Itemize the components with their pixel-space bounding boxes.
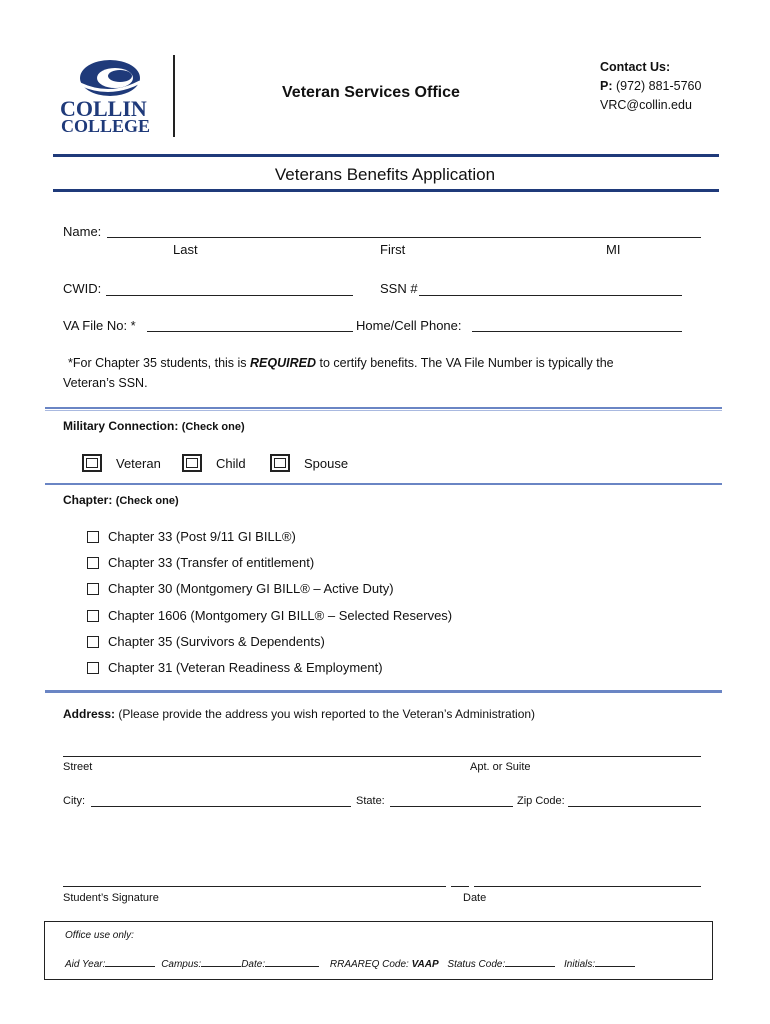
name-first-caption: First xyxy=(380,242,406,257)
zip-label: Zip Code: xyxy=(517,795,565,807)
name-field[interactable] xyxy=(107,237,701,238)
campus-label: Campus: xyxy=(161,959,202,970)
veteran-label: Veteran xyxy=(116,456,161,471)
status-field[interactable] xyxy=(505,966,555,967)
military-heading-text: Military Connection: xyxy=(63,419,179,433)
contact-heading: Contact Us: xyxy=(600,60,671,74)
home-phone-field[interactable] xyxy=(472,331,682,332)
chapter-checkbox[interactable] xyxy=(87,557,99,569)
contact-phone xyxy=(600,77,701,96)
section-rule-military-2 xyxy=(45,410,722,411)
va-file-label: VA File No: * xyxy=(63,318,136,333)
initials-label: Initials: xyxy=(564,959,596,970)
chapter-heading xyxy=(63,493,179,507)
va-file-field[interactable] xyxy=(147,331,353,332)
aid-year-label: Aid Year: xyxy=(65,959,106,970)
chapter-option: Chapter 31 (Veteran Readiness & Employment) xyxy=(108,660,383,675)
state-field[interactable] xyxy=(390,806,513,807)
form-title: Veterans Benefits Application xyxy=(274,165,496,184)
logo-divider xyxy=(173,55,175,137)
chapter-checkbox[interactable] xyxy=(87,531,99,543)
chapter-option: Chapter 33 (Post 9/11 GI BILL®) xyxy=(108,529,296,544)
address-heading-note: (Please provide the address you wish reported to the Veteran’s Administration) xyxy=(118,707,536,721)
aid-year-field[interactable] xyxy=(105,966,155,967)
city-field[interactable] xyxy=(91,806,351,807)
chapter-heading-note: (Check one) xyxy=(115,495,179,507)
chapter35-note-line2: Veteran’s SSN. xyxy=(63,376,148,390)
logo-text-collin: COLLIN xyxy=(60,96,147,121)
college-logo xyxy=(60,56,160,136)
military-heading-note: (Check one) xyxy=(181,421,245,433)
office-use-heading: Office use only: xyxy=(65,930,134,941)
logo-text-college: COLLEGE xyxy=(61,116,151,136)
phone-label: P: xyxy=(600,79,613,93)
contact-block xyxy=(600,58,701,115)
rraareq-label: RRAAREQ Code: xyxy=(329,959,409,970)
chapter-option: Chapter 1606 (Montgomery GI BILL® – Selected Reserves) xyxy=(108,608,453,623)
title-rule-top xyxy=(53,154,719,157)
note-prefix: *For Chapter 35 students, this is xyxy=(68,356,251,370)
spouse-label: Spouse xyxy=(304,456,349,471)
signature-caption: Student’s Signature xyxy=(63,892,159,904)
child-label: Child xyxy=(216,456,246,471)
status-label: Status Code: xyxy=(447,959,506,970)
note-required: REQUIRED xyxy=(250,356,317,370)
street-field[interactable] xyxy=(63,756,701,757)
office-title: Veteran Services Office xyxy=(282,84,460,101)
cwid-label: CWID: xyxy=(63,281,102,296)
chapter-option: Chapter 35 (Survivors & Dependents) xyxy=(108,634,325,649)
veteran-checkbox[interactable] xyxy=(82,454,102,472)
phone-value: (972) 881-5760 xyxy=(615,79,702,93)
ssn-label: SSN # xyxy=(380,281,418,296)
campus-field[interactable] xyxy=(201,966,241,967)
address-heading xyxy=(63,707,535,721)
rraareq-value: VAAP xyxy=(411,959,439,970)
date-caption: Date xyxy=(463,892,487,904)
signature-field[interactable] xyxy=(63,886,446,887)
section-rule-chapter xyxy=(45,483,722,485)
name-label: Name: xyxy=(63,224,102,239)
address-heading-text: Address: xyxy=(63,707,116,721)
chapter-checkbox[interactable] xyxy=(87,610,99,622)
ssn-field[interactable] xyxy=(419,295,682,296)
initials-field[interactable] xyxy=(595,966,635,967)
military-heading xyxy=(63,419,245,433)
name-mi-caption: MI xyxy=(606,242,621,257)
signature-gap-field xyxy=(451,886,469,887)
chapter-checkbox[interactable] xyxy=(87,583,99,595)
home-phone-label: Home/Cell Phone: xyxy=(356,318,462,333)
state-label: State: xyxy=(356,795,385,807)
note-suffix: to certify benefits. The VA File Number is typically the xyxy=(316,356,614,370)
chapter-option: Chapter 33 (Transfer of entitlement) xyxy=(108,555,315,570)
chapter35-note xyxy=(68,356,614,370)
section-rule-address xyxy=(45,690,722,693)
zip-field[interactable] xyxy=(568,806,701,807)
apt-caption: Apt. or Suite xyxy=(470,761,531,773)
title-rule-bottom xyxy=(53,189,719,192)
date-field[interactable] xyxy=(474,886,701,887)
spouse-checkbox[interactable] xyxy=(270,454,290,472)
office-date-field[interactable] xyxy=(265,966,319,967)
section-rule-military xyxy=(45,407,722,409)
contact-email[interactable]: VRC@collin.edu xyxy=(600,98,692,112)
cwid-field[interactable] xyxy=(106,295,353,296)
chapter-option: Chapter 30 (Montgomery GI BILL® – Active Duty) xyxy=(108,581,394,596)
chapter-heading-text: Chapter: xyxy=(63,493,113,507)
street-caption: Street xyxy=(63,761,93,773)
child-checkbox[interactable] xyxy=(182,454,202,472)
office-use-box xyxy=(44,921,713,980)
logo-swoosh-icon xyxy=(60,56,160,98)
name-last-caption: Last xyxy=(173,242,198,257)
office-use-row xyxy=(65,959,635,970)
chapter-checkbox[interactable] xyxy=(87,662,99,674)
city-label: City: xyxy=(63,795,85,807)
chapter-checkbox[interactable] xyxy=(87,636,99,648)
date-label: Date: xyxy=(241,959,266,970)
